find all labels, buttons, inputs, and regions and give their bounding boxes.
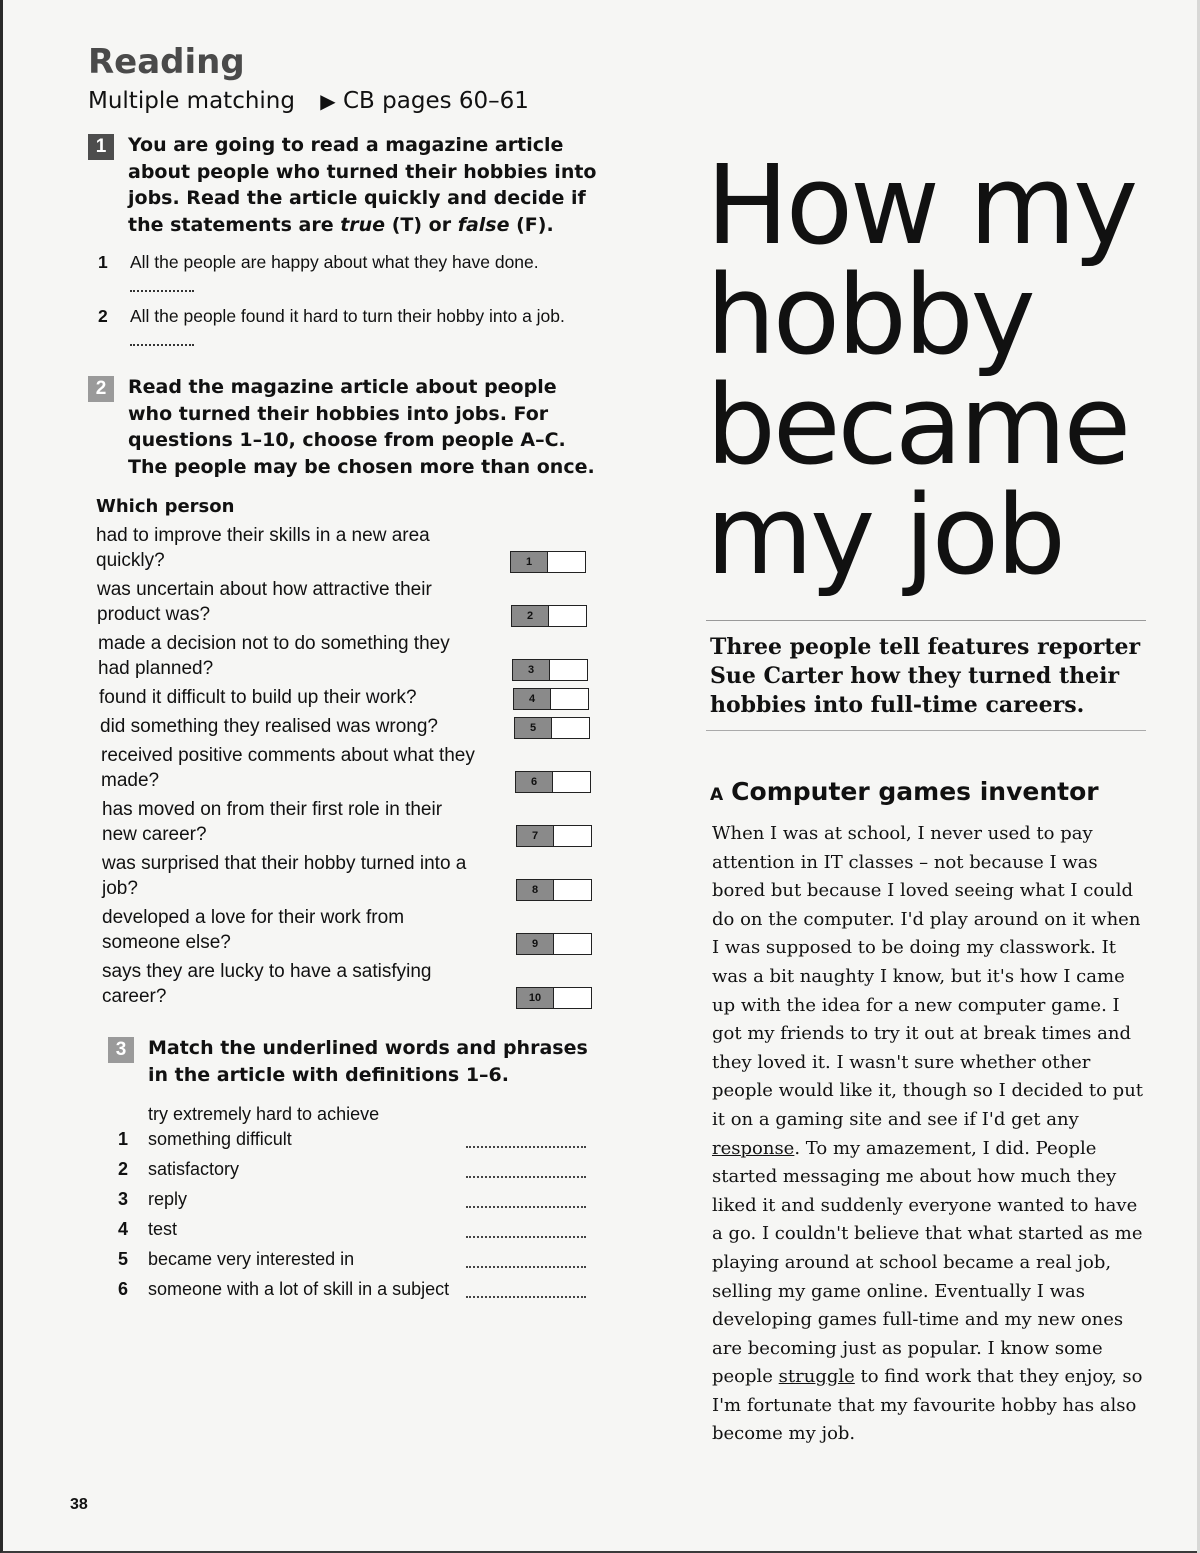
headline-line: hobby — [706, 251, 1033, 379]
person-title: Computer games inventor — [731, 777, 1099, 806]
task-number: 1 — [88, 134, 114, 160]
answer-blank[interactable] — [130, 330, 194, 346]
answer-box-number: 9 — [517, 934, 554, 954]
true-false-list — [98, 250, 598, 352]
task-1-instruction: You are going to read a magazine article about people who turned their hobbies into jobs. Read the article quickly and decide if the statements are true (T) or false (F). — [128, 134, 597, 236]
person-a-heading — [710, 777, 1146, 806]
answer-box[interactable] — [516, 987, 592, 1009]
definition-row: 6 someone with a lot of skill in a subject — [118, 1277, 598, 1302]
question-text: received positive comments about what they made? — [101, 745, 475, 791]
answer-blank[interactable] — [466, 1222, 586, 1238]
play-arrow-icon: ▶ — [320, 89, 336, 113]
answer-box[interactable] — [512, 659, 588, 681]
exercise-column — [88, 40, 598, 1307]
question-row — [99, 685, 589, 710]
answer-blank[interactable] — [466, 1282, 586, 1298]
answer-blank[interactable] — [466, 1192, 586, 1208]
task-3-instruction: Match the underlined words and phrases in the article with definitions 1–6. — [148, 1037, 588, 1086]
question-text: made a decision not to do something they had planned? — [98, 633, 450, 679]
task-3 — [108, 1035, 598, 1088]
person-a-text: When I was at school, I never used to pay attention in IT classes – not because I was bored but because I loved seeing what I could do on the computer. I'd play around on it when I was supposed to be doing my classwork. It was a bit naughty I know, but it's how I came up with the idea for a new computer game. I got my friends to try it out at break times and they loved it. I wasn't sure whether other people would like it, though so I decided to put it on a gaming site and see if I'd get any response. To my amazement, I did. People started messaging me about how much they liked it and suddenly everyone wanted to have a go. I couldn't believe that what started as me playing around at school became a real job, selling my game online. Eventually I was developing games full-time and my new ones are becoming just as popular. I know some people struggle to find work that they enjoy, so I'm fortunate that my favourite hobby has also become my job. — [712, 823, 1144, 1445]
definition-row: 1 try extremely hard to achieve something difficult — [118, 1102, 598, 1152]
question-text: says they are lucky to have a satisfying career? — [102, 961, 432, 1007]
task-number: 2 — [88, 376, 114, 402]
section-subtitle — [88, 84, 598, 118]
definition-row: 2 satisfactory — [118, 1157, 598, 1182]
question-text: had to improve their skills in a new area quickly? — [96, 525, 430, 571]
which-person-label: Which person — [96, 496, 235, 517]
underlined-word: response — [712, 1137, 795, 1159]
question-row — [98, 631, 588, 681]
subtitle-text: Multiple matching — [88, 88, 295, 114]
divider — [706, 620, 1146, 621]
definition-text: satisfactory — [148, 1159, 240, 1179]
question-text: found it difficult to build up their work? — [99, 687, 417, 708]
task-2-instruction: Read the magazine article about people who turned their hobbies into jobs. For questions 1–10, choose from people A–C. The people may be chosen more than once. — [128, 376, 595, 478]
person-letter: A — [710, 785, 724, 805]
page-number: 38 — [70, 1496, 88, 1513]
section-title: Reading — [88, 42, 245, 82]
headline-line: became — [706, 361, 1129, 489]
answer-blank[interactable] — [130, 276, 194, 292]
question-row — [102, 905, 592, 955]
answer-box[interactable] — [514, 717, 590, 739]
question-row — [100, 714, 590, 739]
headline-line: my job — [706, 471, 1063, 599]
list-item: 1 All the people are happy about what they have done. — [98, 250, 598, 294]
answer-blank[interactable] — [466, 1252, 586, 1268]
answer-box[interactable] — [515, 771, 591, 793]
question-row — [102, 851, 592, 901]
definition-row: 3 reply — [118, 1187, 598, 1212]
answer-box[interactable] — [516, 825, 592, 847]
definition-text: reply — [148, 1189, 188, 1209]
answer-box-number: 6 — [516, 772, 553, 792]
article-headline — [706, 141, 1146, 599]
question-text: has moved on from their first role in their new career? — [102, 799, 443, 845]
question-row — [102, 959, 592, 1009]
divider — [706, 730, 1146, 731]
coursebook-ref: CB pages 60–61 — [343, 88, 529, 114]
definition-list — [118, 1102, 598, 1302]
answer-box-number: 2 — [512, 606, 549, 626]
question-text: did something they realised was wrong? — [100, 716, 438, 737]
definition-row: 4 test — [118, 1217, 598, 1242]
question-text: was uncertain about how attractive their product was? — [97, 579, 432, 625]
article-standfirst: Three people tell features reporter Sue Carter how they turned their hobbies into full-time careers. — [710, 634, 1141, 718]
answer-box-number: 4 — [514, 689, 551, 709]
definition-text: test — [148, 1219, 178, 1239]
answer-box-number: 5 — [515, 718, 552, 738]
definition-text: someone with a lot of skill in a subject — [148, 1279, 450, 1299]
answer-box-number: 10 — [517, 988, 554, 1008]
answer-box-number: 7 — [517, 826, 554, 846]
question-row — [97, 577, 587, 627]
answer-box[interactable] — [511, 605, 587, 627]
answer-blank[interactable] — [466, 1132, 586, 1148]
task-number: 3 — [108, 1037, 134, 1063]
task-2 — [88, 374, 598, 480]
headline-line: How my — [706, 141, 1136, 269]
question-row — [96, 523, 586, 573]
question-text: developed a love for their work from someone else? — [102, 907, 405, 953]
answer-box[interactable] — [516, 879, 592, 901]
definition-text: try extremely hard to achieve something difficult — [148, 1104, 380, 1149]
answer-box[interactable] — [516, 933, 592, 955]
underlined-word: struggle — [778, 1366, 855, 1388]
definition-row: 5 became very interested in — [118, 1247, 598, 1272]
answer-box-number: 1 — [511, 552, 548, 572]
definition-text: became very interested in — [148, 1249, 355, 1269]
answer-box[interactable] — [513, 688, 589, 710]
question-row — [102, 797, 592, 847]
answer-box-number: 8 — [517, 880, 554, 900]
list-item: 2 All the people found it hard to turn their hobby into a job. — [98, 304, 598, 352]
answer-box-number: 3 — [513, 660, 550, 680]
answer-blank[interactable] — [466, 1162, 586, 1178]
answer-box[interactable] — [510, 551, 586, 573]
article-column — [706, 141, 1146, 1449]
question-row — [101, 743, 591, 793]
task-1 — [88, 132, 598, 238]
question-list — [88, 523, 598, 1009]
question-text: was surprised that their hobby turned into a job? — [102, 853, 467, 899]
